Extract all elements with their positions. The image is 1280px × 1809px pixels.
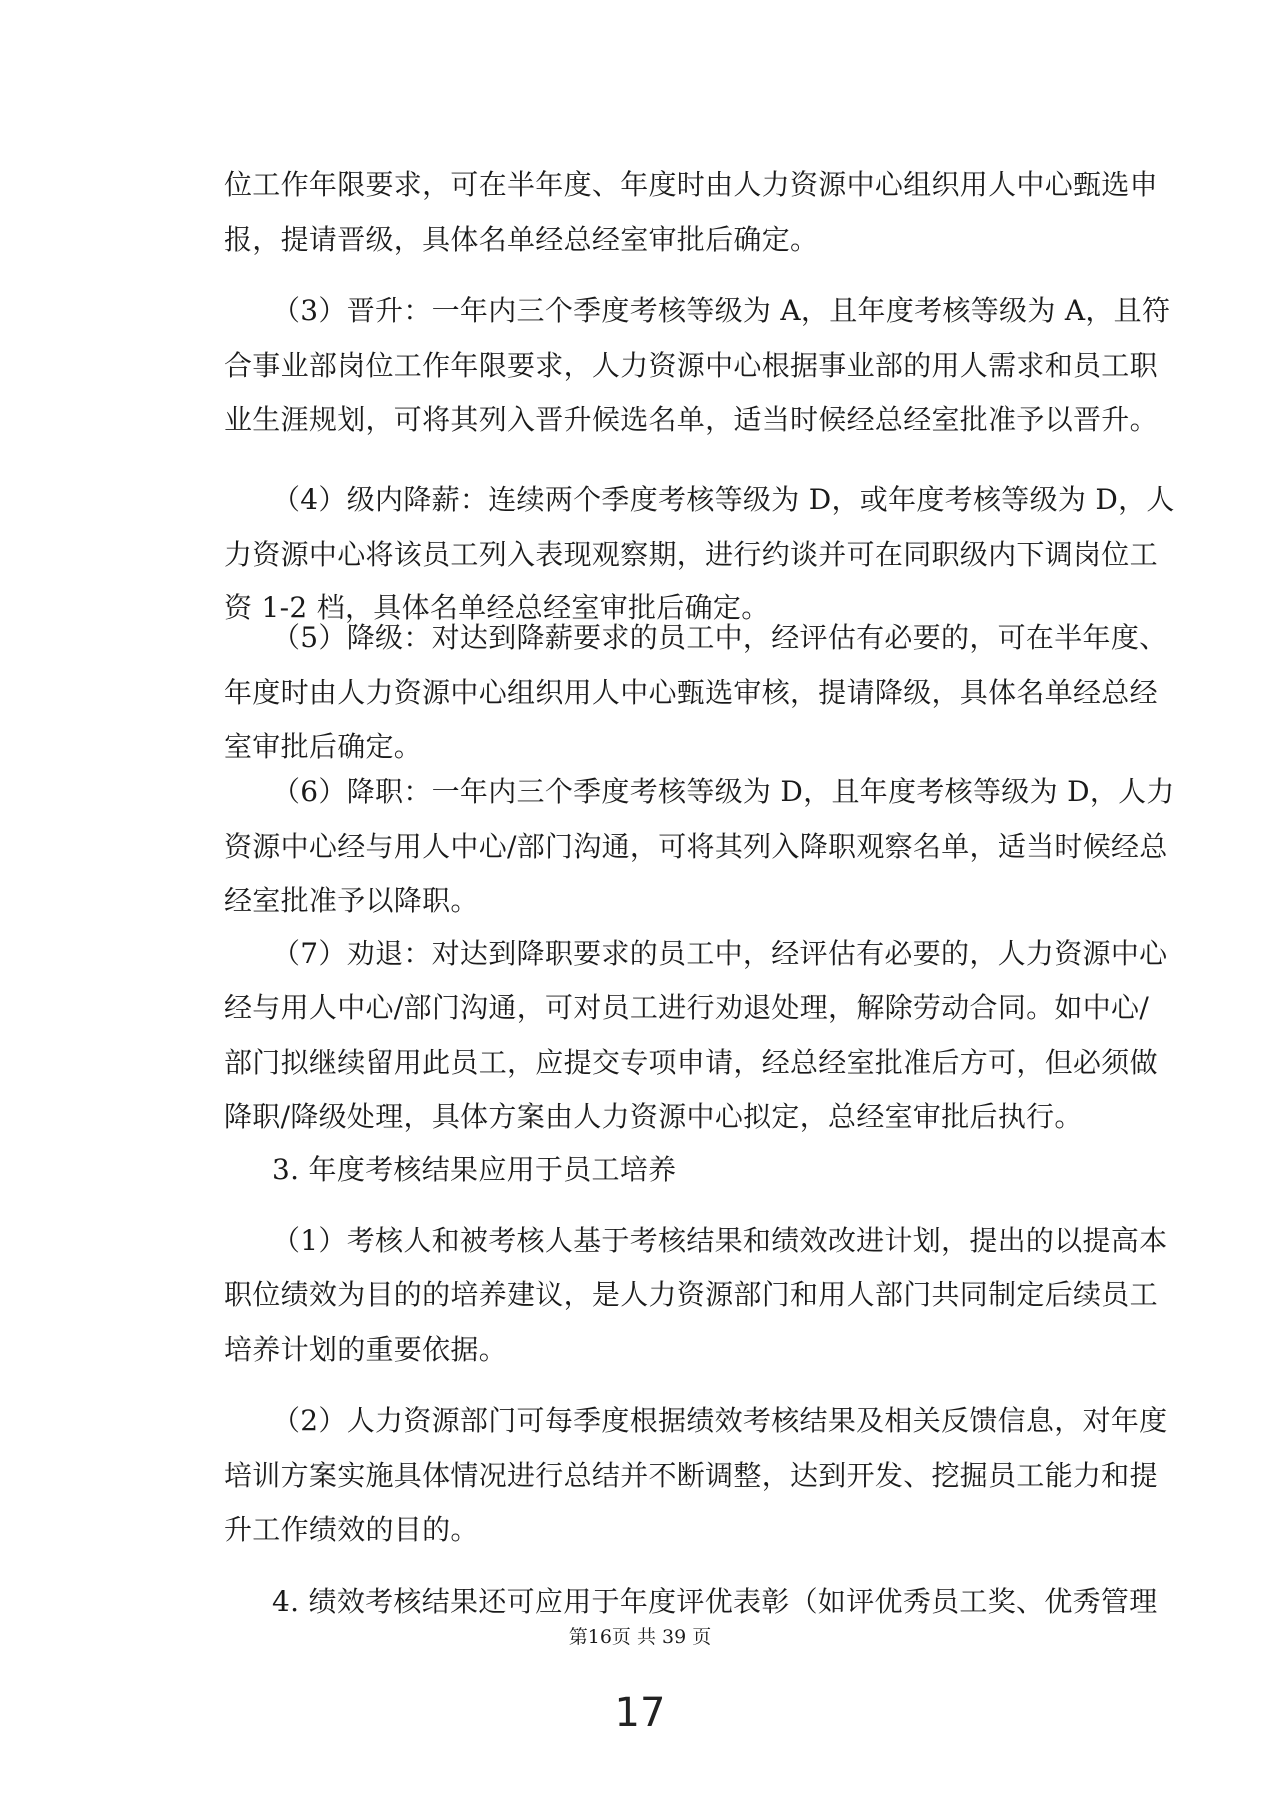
body-line-23: （2）人力资源部门可每季度根据绩效考核结果及相关反馈信息，对年度 — [272, 1404, 1168, 1437]
body-line-20: （1）考核人和被考核人基于考核结果和绩效改进计划，提出的以提高本 — [272, 1224, 1168, 1257]
body-line-10: 年度时由人力资源中心组织用人中心甄选审核，提请降级，具体名单经总经 — [224, 676, 1158, 709]
section-heading-3: 3. 年度考核结果应用于员工培养 — [272, 1153, 677, 1186]
section-heading-4: 4. 绩效考核结果还可应用于年度评优表彰（如评优秀员工奖、优秀管理 — [272, 1585, 1158, 1618]
body-line-14: 经室批准予以降职。 — [224, 884, 479, 917]
body-line-11: 室审批后确定。 — [224, 730, 423, 763]
body-line-9: （5）降级：对达到降薪要求的员工中，经评估有必要的，可在半年度、 — [272, 621, 1168, 654]
body-line-17: 部门拟继续留用此员工，应提交专项申请，经总经室批准后方可，但必须做 — [224, 1046, 1158, 1079]
body-line-22: 培养计划的重要依据。 — [224, 1333, 508, 1366]
body-line-8: 资 1-2 档，具体名单经总经室审批后确定。 — [224, 591, 770, 624]
body-line-7: 力资源中心将该员工列入表现观察期，进行约谈并可在同职级内下调岗位工 — [224, 538, 1158, 571]
body-line-2: 报，提请晋级，具体名单经总经室审批后确定。 — [224, 223, 819, 256]
body-line-18: 降职/降级处理，具体方案由人力资源中心拟定，总经室审批后执行。 — [224, 1100, 1083, 1133]
body-line-16: 经与用人中心/部门沟通，可对员工进行劝退处理，解除劳动合同。如中心/ — [224, 991, 1150, 1024]
body-line-5: 业生涯规划，可将其列入晋升候选名单，适当时候经总经室批准予以晋升。 — [224, 403, 1158, 436]
body-line-15: （7）劝退：对达到降职要求的员工中，经评估有必要的，人力资源中心 — [272, 937, 1168, 970]
body-line-13: 资源中心经与用人中心/部门沟通，可将其列入降职观察名单，适当时候经总 — [224, 830, 1168, 863]
body-line-4: 合事业部岗位工作年限要求，人力资源中心根据事业部的用人需求和员工职 — [224, 349, 1158, 382]
body-line-6: （4）级内降薪：连续两个季度考核等级为 D，或年度考核等级为 D，人 — [272, 483, 1175, 516]
body-line-24: 培训方案实施具体情况进行总结并不断调整，达到开发、挖掘员工能力和提 — [224, 1459, 1158, 1492]
body-line-1: 位工作年限要求，可在半年度、年度时由人力资源中心组织用人中心甄选申 — [224, 168, 1158, 201]
body-line-3: （3）晋升：一年内三个季度考核等级为 A，且年度考核等级为 A，且符 — [272, 294, 1171, 327]
body-line-21: 职位绩效为目的的培养建议，是人力资源部门和用人部门共同制定后续员工 — [224, 1278, 1158, 1311]
body-line-25: 升工作绩效的目的。 — [224, 1513, 479, 1546]
page-number: 17 — [614, 1690, 666, 1736]
body-line-12: （6）降职：一年内三个季度考核等级为 D，且年度考核等级为 D，人力 — [272, 775, 1175, 808]
page-footer-info: 第16页 共 39 页 — [568, 1626, 712, 1648]
